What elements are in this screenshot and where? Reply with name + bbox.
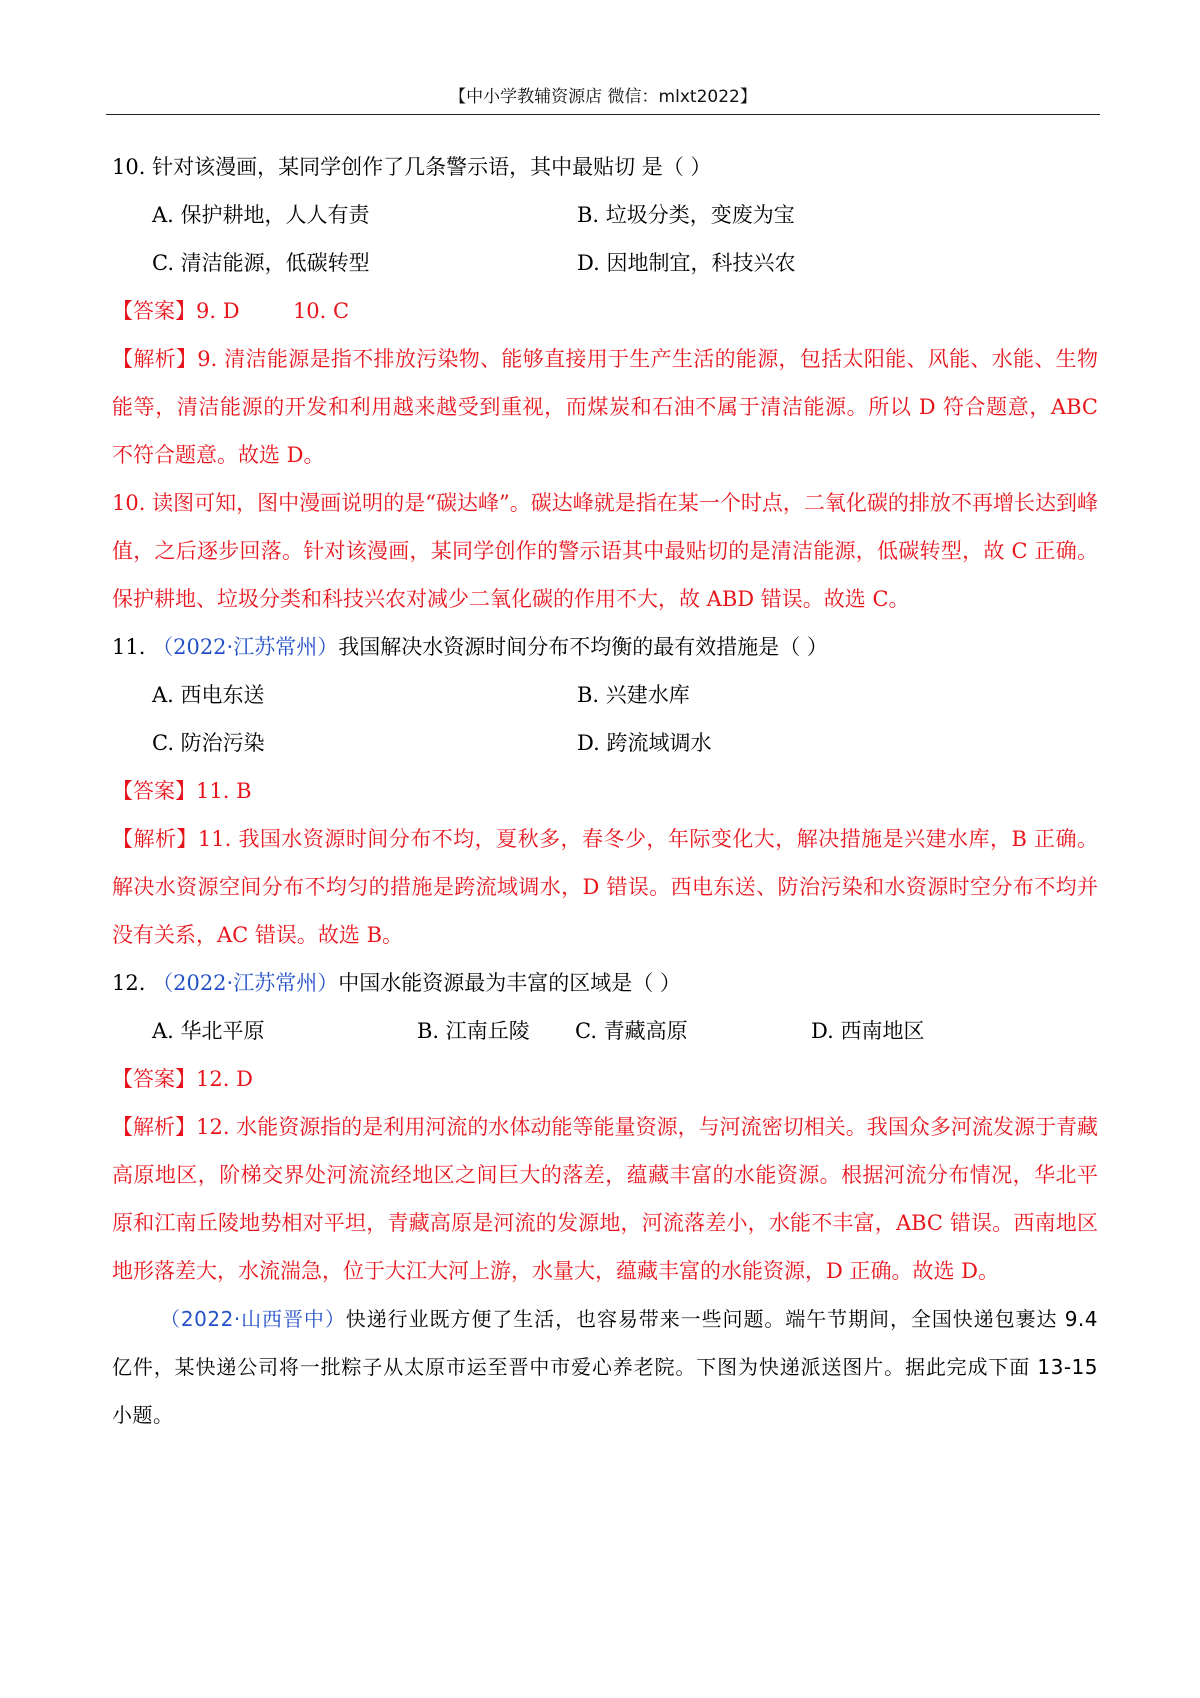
answer-12 bbox=[112, 1055, 1098, 1103]
question-10-option-c: C. 清洁能源，低碳转型 bbox=[152, 251, 370, 275]
explanation-9 bbox=[112, 335, 1098, 479]
answer-text: 11. B bbox=[196, 779, 252, 803]
explanation-label: 【解析】 bbox=[112, 827, 198, 851]
question-10-options-row-2 bbox=[112, 239, 1098, 287]
question-stem: 中国水能资源最为丰富的区域是（ ） bbox=[338, 971, 681, 995]
answer-label: 【答案】 bbox=[112, 1067, 196, 1091]
question-12-option-d: D. 西南地区 bbox=[811, 1019, 925, 1043]
question-number: 12. bbox=[112, 971, 146, 995]
explanation-label: 【解析】 bbox=[112, 347, 198, 371]
explanation-text: 9. 清洁能源是指不排放污染物、能够直接用于生产生活的能源，包括太阳能、风能、水能、生物能等，清洁能源的开发和利用越来越受到重视，而煤炭和石油不属于清洁能源。所以 D 符合题意，ABC 不符合题意。故选 D。 bbox=[112, 347, 1099, 467]
explanation-label: 【解析】 bbox=[112, 1115, 197, 1139]
answer-11 bbox=[112, 767, 1098, 815]
question-12-option-c: C. 青藏高原 bbox=[575, 1019, 688, 1043]
question-10-option-b: B. 垃圾分类，变废为宝 bbox=[577, 203, 795, 227]
question-11-option-d: D. 跨流域调水 bbox=[577, 731, 712, 755]
question-10-option-d: D. 因地制宜，科技兴农 bbox=[577, 251, 796, 275]
question-11-options-row-1 bbox=[112, 671, 1098, 719]
material-text: 快递行业既方便了生活，也容易带来一些问题。端午节期间，全国快递包裹达 9.4 亿件，某快递公司将一批粽子从太原市运至晋中市爱心养老院。下图为快递派送图片。据此完成下面 13-15 小题。 bbox=[112, 1307, 1098, 1427]
question-12-option-b: B. 江南丘陵 bbox=[417, 1019, 530, 1043]
question-10-stem: 10. 针对该漫画，某同学创作了几条警示语，其中最贴切 是（ ） bbox=[112, 155, 712, 179]
question-source: （2022·江苏常州） bbox=[152, 635, 339, 659]
explanation-11 bbox=[112, 815, 1098, 959]
question-source: （2022·江苏常州） bbox=[152, 971, 339, 995]
header-divider bbox=[106, 114, 1100, 115]
explanation-10: 10. 读图可知，图中漫画说明的是“碳达峰”。碳达峰就是指在某一个时点，二氧化碳的排放不再增长达到峰值，之后逐步回落。针对该漫画，某同学创作的警示语其中最贴切的是清洁能源，低碳转型，故 C 正确。保护耕地、垃圾分类和科技兴农对减少二氧化碳的作用不大，故 ABD 错误。故选 C。 bbox=[112, 491, 1098, 611]
question-11 bbox=[112, 623, 1098, 671]
question-12-options-row bbox=[112, 1007, 1098, 1055]
page-header: 【中小学教辅资源店 微信：mlxt2022】 bbox=[449, 87, 757, 107]
page-content bbox=[112, 143, 1098, 1439]
answer-text: 12. D bbox=[196, 1067, 253, 1091]
answer-label: 【答案】 bbox=[112, 779, 196, 803]
question-11-option-b: B. 兴建水库 bbox=[577, 683, 690, 707]
question-12-option-a: A. 华北平原 bbox=[152, 1019, 265, 1043]
question-11-option-a: A. 西电东送 bbox=[152, 683, 265, 707]
question-10-options-row-1 bbox=[112, 191, 1098, 239]
question-11-options-row-2 bbox=[112, 719, 1098, 767]
reading-material-13-15 bbox=[112, 1295, 1098, 1439]
material-source: （2022·山西晋中） bbox=[160, 1307, 346, 1331]
answer-9-10 bbox=[112, 287, 1098, 335]
answer-label: 【答案】 bbox=[112, 299, 196, 323]
explanation-text: 12. 水能资源指的是利用河流的水体动能等能量资源，与河流密切相关。我国众多河流发源于青藏高原地区，阶梯交界处河流流经地区之间巨大的落差，蕴藏丰富的水能资源。根据河流分布情况，华北平原和江南丘陵地势相对平坦，青藏高原是河流的发源地，河流落差小，水能不丰富，ABC 错误。西南地区地形落差大，水流湍急，位于大江大河上游，水量大，蕴藏丰富的水能资源，D 正确。故选 D。 bbox=[112, 1115, 1099, 1283]
question-stem: 我国解决水资源时间分布不均衡的最有效措施是（ ） bbox=[338, 635, 828, 659]
explanation-12 bbox=[112, 1103, 1098, 1295]
question-number: 11. bbox=[112, 635, 146, 659]
explanation-text: 11. 我国水资源时间分布不均，夏秋多，春冬少，年际变化大，解决措施是兴建水库，B 正确。解决水资源空间分布不均匀的措施是跨流域调水，D 错误。西电东送、防治污染和水资源时空分布不均并没有关系，AC 错误。故选 B。 bbox=[112, 827, 1099, 947]
question-10-option-a: A. 保护耕地，人人有责 bbox=[152, 203, 370, 227]
answer-text: 9. D 10. C bbox=[196, 299, 350, 323]
question-12 bbox=[112, 959, 1098, 1007]
question-11-option-c: C. 防治污染 bbox=[152, 731, 265, 755]
